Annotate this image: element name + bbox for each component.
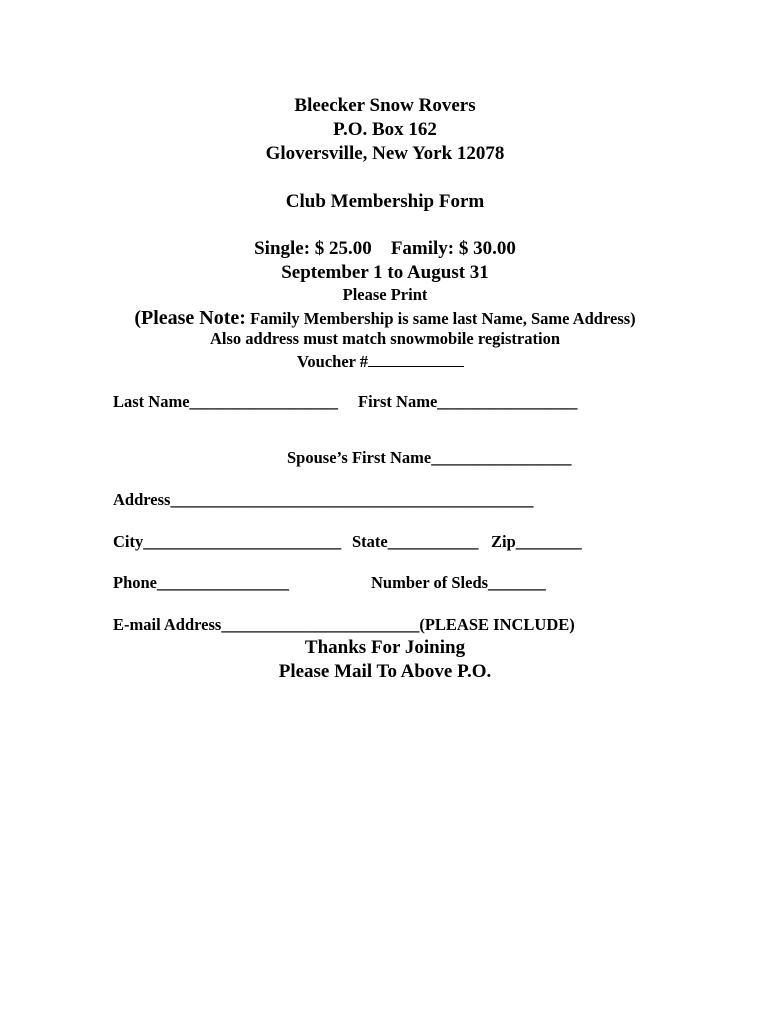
number-of-sleds-field[interactable]: Number of Sleds_______ bbox=[371, 573, 546, 592]
last-name-field[interactable]: Last Name__________________ bbox=[113, 392, 339, 411]
phone-field[interactable]: Phone________________ bbox=[113, 573, 290, 592]
first-name-field[interactable]: First Name_________________ bbox=[358, 392, 578, 411]
membership-period: September 1 to August 31 bbox=[281, 262, 489, 283]
family-price: Family: $ 30.00 bbox=[390, 238, 516, 259]
form-title: Club Membership Form bbox=[285, 191, 485, 212]
single-price: Single: $ 25.00 bbox=[254, 238, 372, 259]
email-line bbox=[113, 617, 575, 634]
city-field[interactable]: City________________________ bbox=[113, 532, 342, 551]
zip-field[interactable]: Zip________ bbox=[491, 532, 582, 551]
email-field[interactable]: E-mail Address________________________ bbox=[113, 615, 420, 634]
thanks-message: Thanks For Joining bbox=[304, 637, 466, 658]
po-box: P.O. Box 162 bbox=[333, 119, 437, 140]
please-print: Please Print bbox=[342, 285, 428, 304]
spouse-first-name-field[interactable]: Spouse’s First Name_________________ bbox=[287, 448, 572, 467]
mail-instruction: Please Mail To Above P.O. bbox=[278, 661, 492, 682]
pricing-line bbox=[0, 239, 770, 258]
voucher-line bbox=[297, 352, 464, 371]
email-note: (PLEASE INCLUDE) bbox=[419, 615, 575, 634]
note-body: Family Membership is same last Name, Same Address) bbox=[245, 309, 636, 328]
state-field[interactable]: State___________ bbox=[352, 532, 479, 551]
club-name: Bleecker Snow Rovers bbox=[294, 95, 476, 116]
family-note bbox=[0, 308, 770, 328]
address-match-note: Also address must match snowmobile registration bbox=[209, 329, 561, 348]
note-prefix: (Please Note: bbox=[134, 307, 246, 329]
address-field[interactable]: Address____________________________________________ bbox=[113, 490, 534, 509]
city-line: Gloversville, New York 12078 bbox=[265, 143, 505, 164]
voucher-label: Voucher # bbox=[297, 352, 369, 371]
voucher-field[interactable] bbox=[368, 352, 464, 367]
